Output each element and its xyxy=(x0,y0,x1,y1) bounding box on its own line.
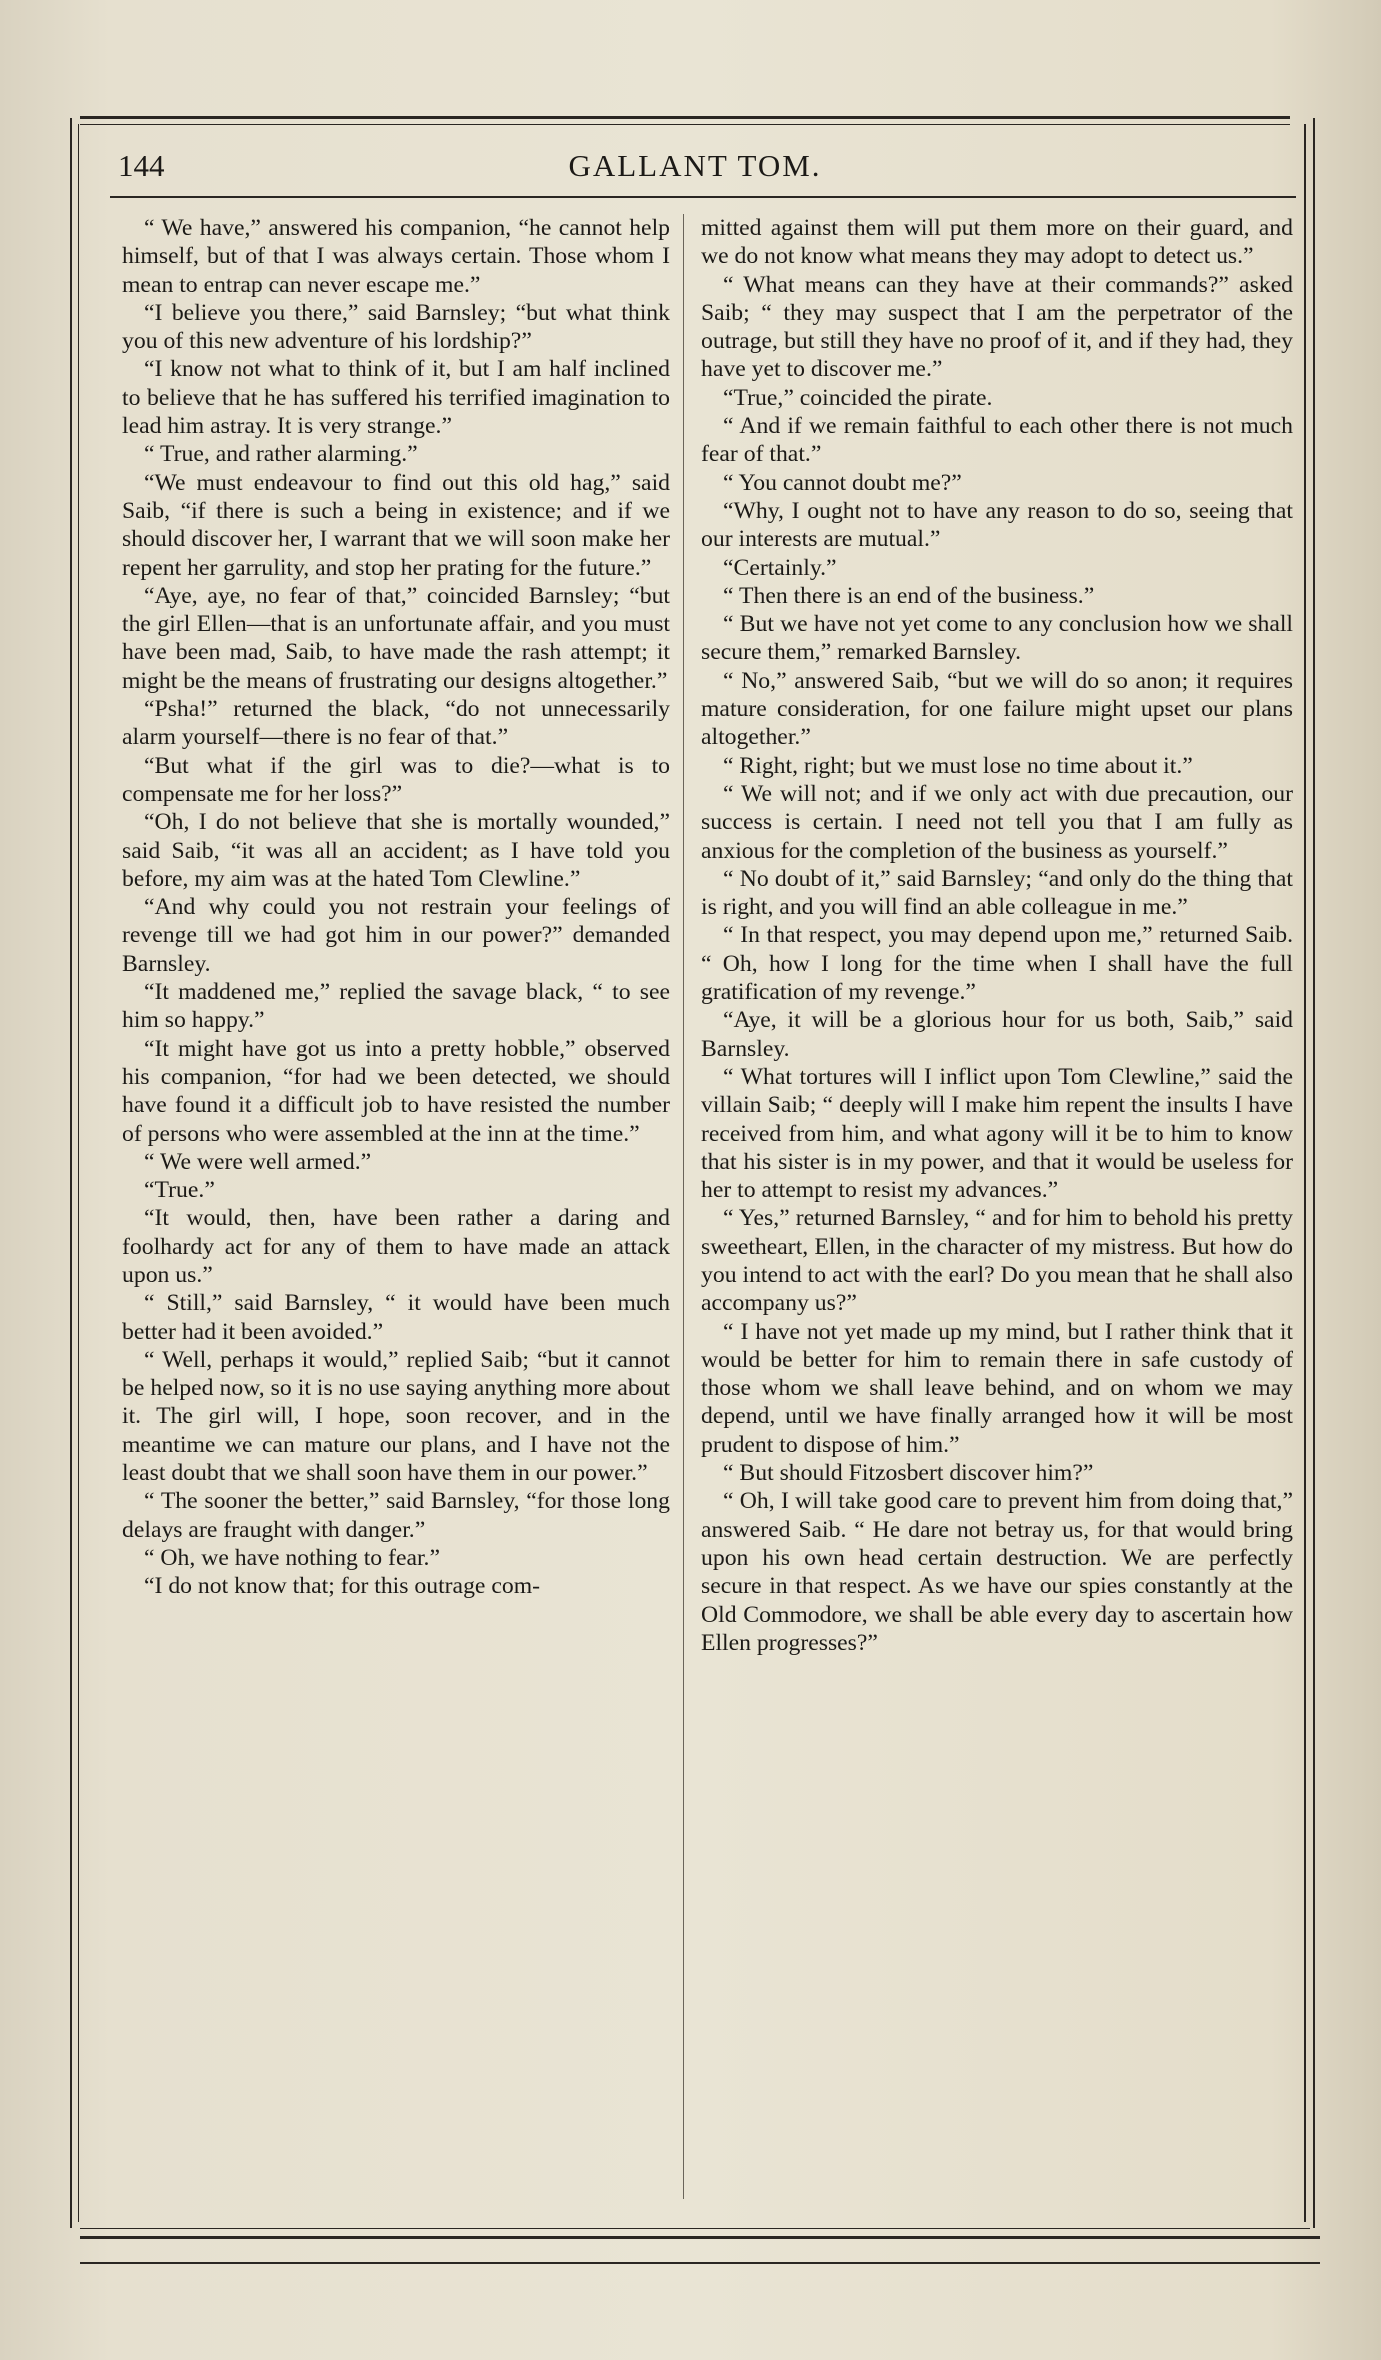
left-frame-rule-inner xyxy=(78,124,79,2222)
column-divider xyxy=(683,214,684,2199)
right-frame-rule xyxy=(1304,124,1306,2222)
page-header xyxy=(110,140,1280,188)
paragraph: “ True, and rather alarming.” xyxy=(144,441,418,468)
paragraph-continuation: mitted against them will put them more on their guard, and we do not know what means they may adopt to detect us.” xyxy=(701,215,1293,270)
right-column xyxy=(701,214,1293,2204)
paragraph: “Aye, aye, no fear of that,” coincided Barnsley; “but the girl Ellen—that is an unfortunate affair, and you must have been mad, Saib, to have made the rash attempt; it might be the means of frustrating our designs altogether.” xyxy=(122,582,670,694)
paragraph: “ Still,” said Barnsley, “ it would have been much better had it been avoided.” xyxy=(122,1290,670,1345)
paragraph: “ Right, right; but we must lose no time about it.” xyxy=(723,752,1193,779)
paragraph: “ What tortures will I inflict upon Tom Clewline,” said the villain Saib; “ deeply will I make him repent the insults I have received from him, and what agony will it be to him to know that his sister is in my power, and that it would be useless for her to attempt to resist my advances.” xyxy=(701,1063,1293,1204)
paragraph: “ Then there is an end of the business.” xyxy=(723,582,1095,609)
paragraph: “ No doubt of it,” said Barnsley; “and only do the thing that is right, and you will find an able colleague in me.” xyxy=(701,865,1293,921)
paragraph: “ The sooner the better,” said Barnsley, “for those long delays are fraught with danger.” xyxy=(122,1488,670,1543)
paragraph: “ Oh, we have nothing to fear.” xyxy=(144,1544,440,1571)
paragraph: “ In that respect, you may depend upon me,” returned Saib. “ Oh, how I long for the time when I shall have the full gratification of my revenge.” xyxy=(701,922,1293,1006)
paragraph: “We must endeavour to find out this old hag,” said Saib, “if there is such a being in existence; and if we should discover her, I warrant that we will soon make her repent her garrulity, and stop her prating for the future.” xyxy=(122,469,670,581)
paragraph: “ But should Fitzosbert discover him?” xyxy=(723,1460,1094,1487)
header-rule xyxy=(110,196,1296,198)
paragraph: “It might have got us into a pretty hobble,” observed his companion, “for had we been detected, we should have found it a difficult job to have resisted the number of persons who were assembled at the inn at the time.” xyxy=(122,1035,670,1147)
paragraph: “ You cannot doubt me?” xyxy=(723,469,962,496)
paragraph: “I believe you there,” said Barnsley; “but what think you of this new adventure of his lordship?” xyxy=(122,299,670,355)
paragraph: “ But we have not yet come to any conclusion how we shall secure them,” remarked Barnsley. xyxy=(701,611,1293,666)
left-column xyxy=(122,214,670,2204)
paragraph: “Oh, I do not believe that she is mortally wounded,” said Saib, “it was all an accident; as I have told you before, my aim was at the hated Tom Clewline.” xyxy=(122,809,670,892)
paragraph: “ We were well armed.” xyxy=(144,1148,372,1175)
bottom-rule-thin xyxy=(80,2228,1310,2229)
paragraph: “Certainly.” xyxy=(723,554,837,581)
paragraph: “I know not what to think of it, but I am half inclined to believe that he has suffered his terrified imagination to lead him astray. It is very strange.” xyxy=(122,356,670,440)
paragraph: “I do not know that; for this outrage com- xyxy=(144,1573,541,1600)
bottom-rule-thick xyxy=(80,2236,1320,2239)
left-frame-rule xyxy=(70,118,72,2228)
paragraph: “Aye, it will be a glorious hour for us both, Saib,” said Barnsley. xyxy=(701,1007,1293,1062)
paragraph: “Psha!” returned the black, “do not unnecessarily alarm yourself—there is no fear of that.” xyxy=(122,696,670,751)
paragraph: “True.” xyxy=(144,1177,215,1204)
paragraph: “It would, then, have been rather a daring and foolhardy act for any of them to have made an attack upon us.” xyxy=(122,1205,670,1288)
bottom-rule-outer xyxy=(80,2262,1320,2264)
paragraph: “ I have not yet made up my mind, but I rather think that it would be better for him to remain there in safe custody of those whom we shall leave behind, and on whom we may depend, until we have finally arranged how it will be most prudent to dispose of him.” xyxy=(701,1318,1293,1458)
paragraph: “ Oh, I will take good care to prevent him from doing that,” answered Saib. “ He dare not betray us, for that would bring upon his own head certain destruction. We are perfectly secure in that respect. As we have our spies constantly at the Old Commodore, we shall be able every day to ascertain how Ellen progresses?” xyxy=(701,1488,1293,1656)
paragraph: “ What means can they have at their commands?” asked Saib; “ they may suspect that I am the perpetrator of the outrage, but still they have no proof of it, and if they had, they have yet to discover me.” xyxy=(701,271,1293,383)
paragraph: “ No,” answered Saib, “but we will do so anon; it requires mature consideration, for one failure might upset our plans altogether.” xyxy=(701,667,1293,751)
paragraph: “ We will not; and if we only act with due precaution, our success is certain. I need not tell you that I am fully as anxious for the completion of the business as yourself.” xyxy=(701,780,1293,864)
paragraph: “True,” coincided the pirate. xyxy=(723,384,993,411)
top-rule-thick xyxy=(80,116,1290,119)
right-frame-rule-outer xyxy=(1313,118,1315,2228)
paragraph: “But what if the girl was to die?—what is to compensate me for her loss?” xyxy=(122,752,670,807)
running-title: GALLANT TOM. xyxy=(568,148,822,183)
paragraph: “ And if we remain faithful to each other there is not much fear of that.” xyxy=(701,413,1293,468)
paragraph: “ Well, perhaps it would,” replied Saib; “but it cannot be helped now, so it is no use saying anything more about it. The girl will, I hope, soon recover, and in the meantime we can mature our plans, and I have not the least doubt that we shall soon have them in our power.” xyxy=(122,1346,670,1487)
paragraph: “It maddened me,” replied the savage black, “ to see him so happy.” xyxy=(122,979,670,1034)
top-rule-thin xyxy=(80,124,1290,125)
paragraph: “And why could you not restrain your feelings of revenge till we had got him in our power?” demanded Barnsley. xyxy=(122,894,670,977)
page-number: 144 xyxy=(118,148,165,183)
paragraph: “ Yes,” returned Barnsley, “ and for him to behold his pretty sweetheart, Ellen, in the character of my mistress. But how do you intend to act with the earl? Do you mean that he shall also accompany us?” xyxy=(701,1205,1293,1317)
paragraph: “Why, I ought not to have any reason to do so, seeing that our interests are mutual.” xyxy=(701,497,1293,553)
paragraph: “ We have,” answered his companion, “he cannot help himself, but of that I was always certain. Those whom I mean to entrap can never escape me.” xyxy=(122,215,670,298)
